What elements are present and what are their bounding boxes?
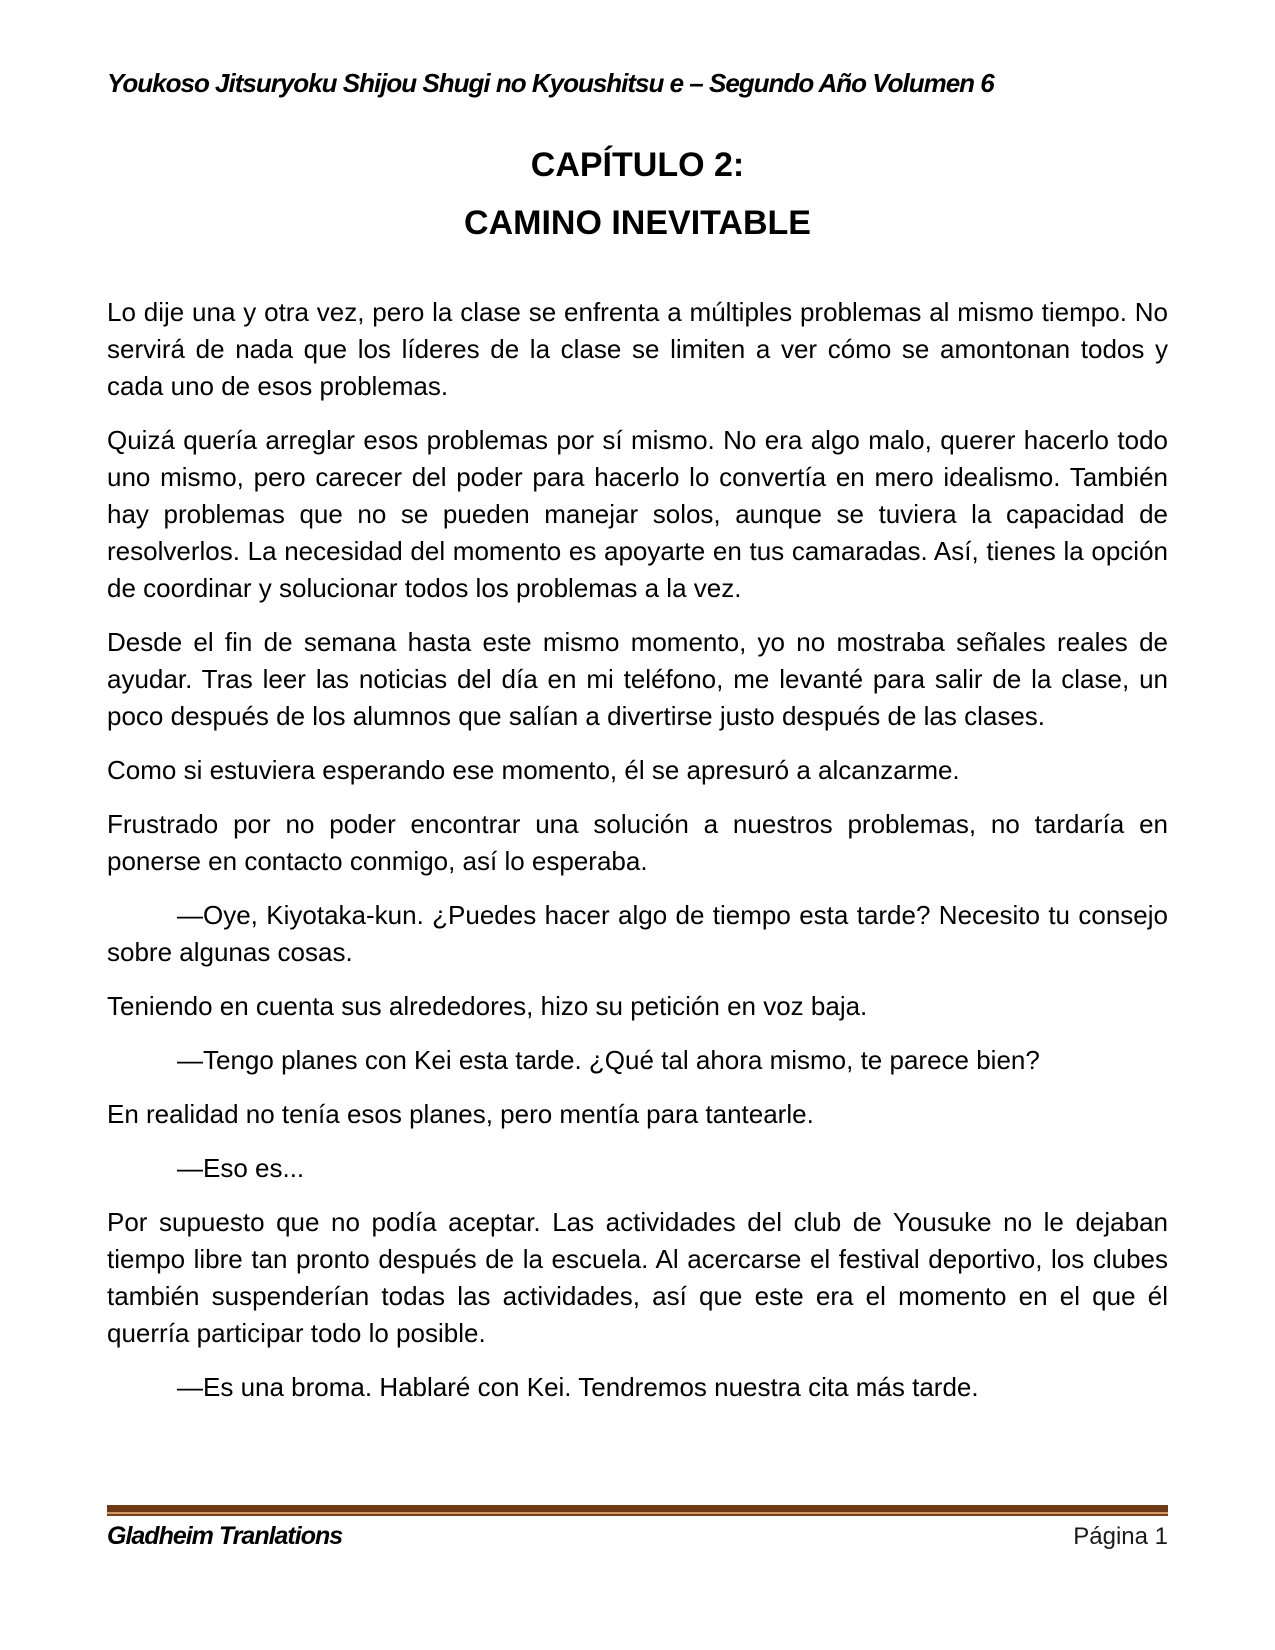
dialogue-paragraph: —Oye, Kiyotaka-kun. ¿Puedes hacer algo de tiempo esta tarde? Necesito tu consejo sobre algunas cosas. — [107, 900, 1168, 967]
footer-divider-rule — [107, 1505, 1168, 1516]
footer-translator-credit: Gladheim Tranlations — [107, 1522, 343, 1550]
page-footer — [107, 1522, 1168, 1551]
body-text — [107, 294, 1168, 1423]
footer-rule-thin-bar — [107, 1514, 1168, 1516]
dialogue-paragraph: —Es una broma. Hablaré con Kei. Tendremos nuestra cita más tarde. — [177, 1372, 979, 1402]
body-paragraph: Desde el fin de semana hasta este mismo momento, yo no mostraba señales reales de ayudar. Tras leer las noticias del día en mi teléfono, me levanté para salir de la clase, un poco después de los alumnos que salían a divertirse justo después de las clases. — [107, 627, 1168, 731]
dialogue-paragraph: —Eso es... — [177, 1153, 305, 1183]
dialogue-paragraph: —Tengo planes con Kei esta tarde. ¿Qué tal ahora mismo, te parece bien? — [177, 1045, 1040, 1075]
body-paragraph: Como si estuviera esperando ese momento, él se apresuró a alcanzarme. — [107, 755, 960, 785]
body-paragraph: Por supuesto que no podía aceptar. Las actividades del club de Yousuke no le dejaban tiempo libre tan pronto después de la escuela. Al acercarse el festival deportivo, los clubes también suspenderían todas las actividades, así que este era el momento en el que él querría participar todo lo posible. — [107, 1207, 1168, 1348]
body-paragraph: Lo dije una y otra vez, pero la clase se enfrenta a múltiples problemas al mismo tiempo. No servirá de nada que los líderes de la clase se limiten a ver cómo se amontonan todos y cada uno de esos problemas. — [107, 297, 1168, 401]
footer-page-number: Página 1 — [1073, 1523, 1168, 1550]
body-paragraph: Teniendo en cuenta sus alrededores, hizo su petición en voz baja. — [107, 991, 868, 1021]
body-paragraph: Frustrado por no poder encontrar una solución a nuestros problemas, no tardaría en ponerse en contacto conmigo, así lo esperaba. — [107, 809, 1168, 876]
chapter-title-line2: CAMINO INEVITABLE — [464, 204, 811, 242]
page-header-series-title: Youkoso Jitsuryoku Shijou Shugi no Kyoushitsu e – Segundo Año Volumen 6 — [107, 68, 994, 98]
body-paragraph: En realidad no tenía esos planes, pero mentía para tantearle. — [107, 1099, 814, 1129]
chapter-title-line1: CAPÍTULO 2: — [530, 146, 745, 184]
chapter-title — [107, 136, 1168, 252]
body-paragraph: Quizá quería arreglar esos problemas por sí mismo. No era algo malo, querer hacerlo todo uno mismo, pero carecer del poder para hacerlo lo convertía en mero idealismo. También hay problemas que no se pueden manejar solos, aunque se tuviera la capacidad de resolverlos. La necesidad del momento es apoyarte en tus camaradas. Así, tienes la opción de coordinar y solucionar todos los problemas a la vez. — [107, 425, 1168, 603]
footer-rule-thick-bar — [107, 1505, 1168, 1512]
